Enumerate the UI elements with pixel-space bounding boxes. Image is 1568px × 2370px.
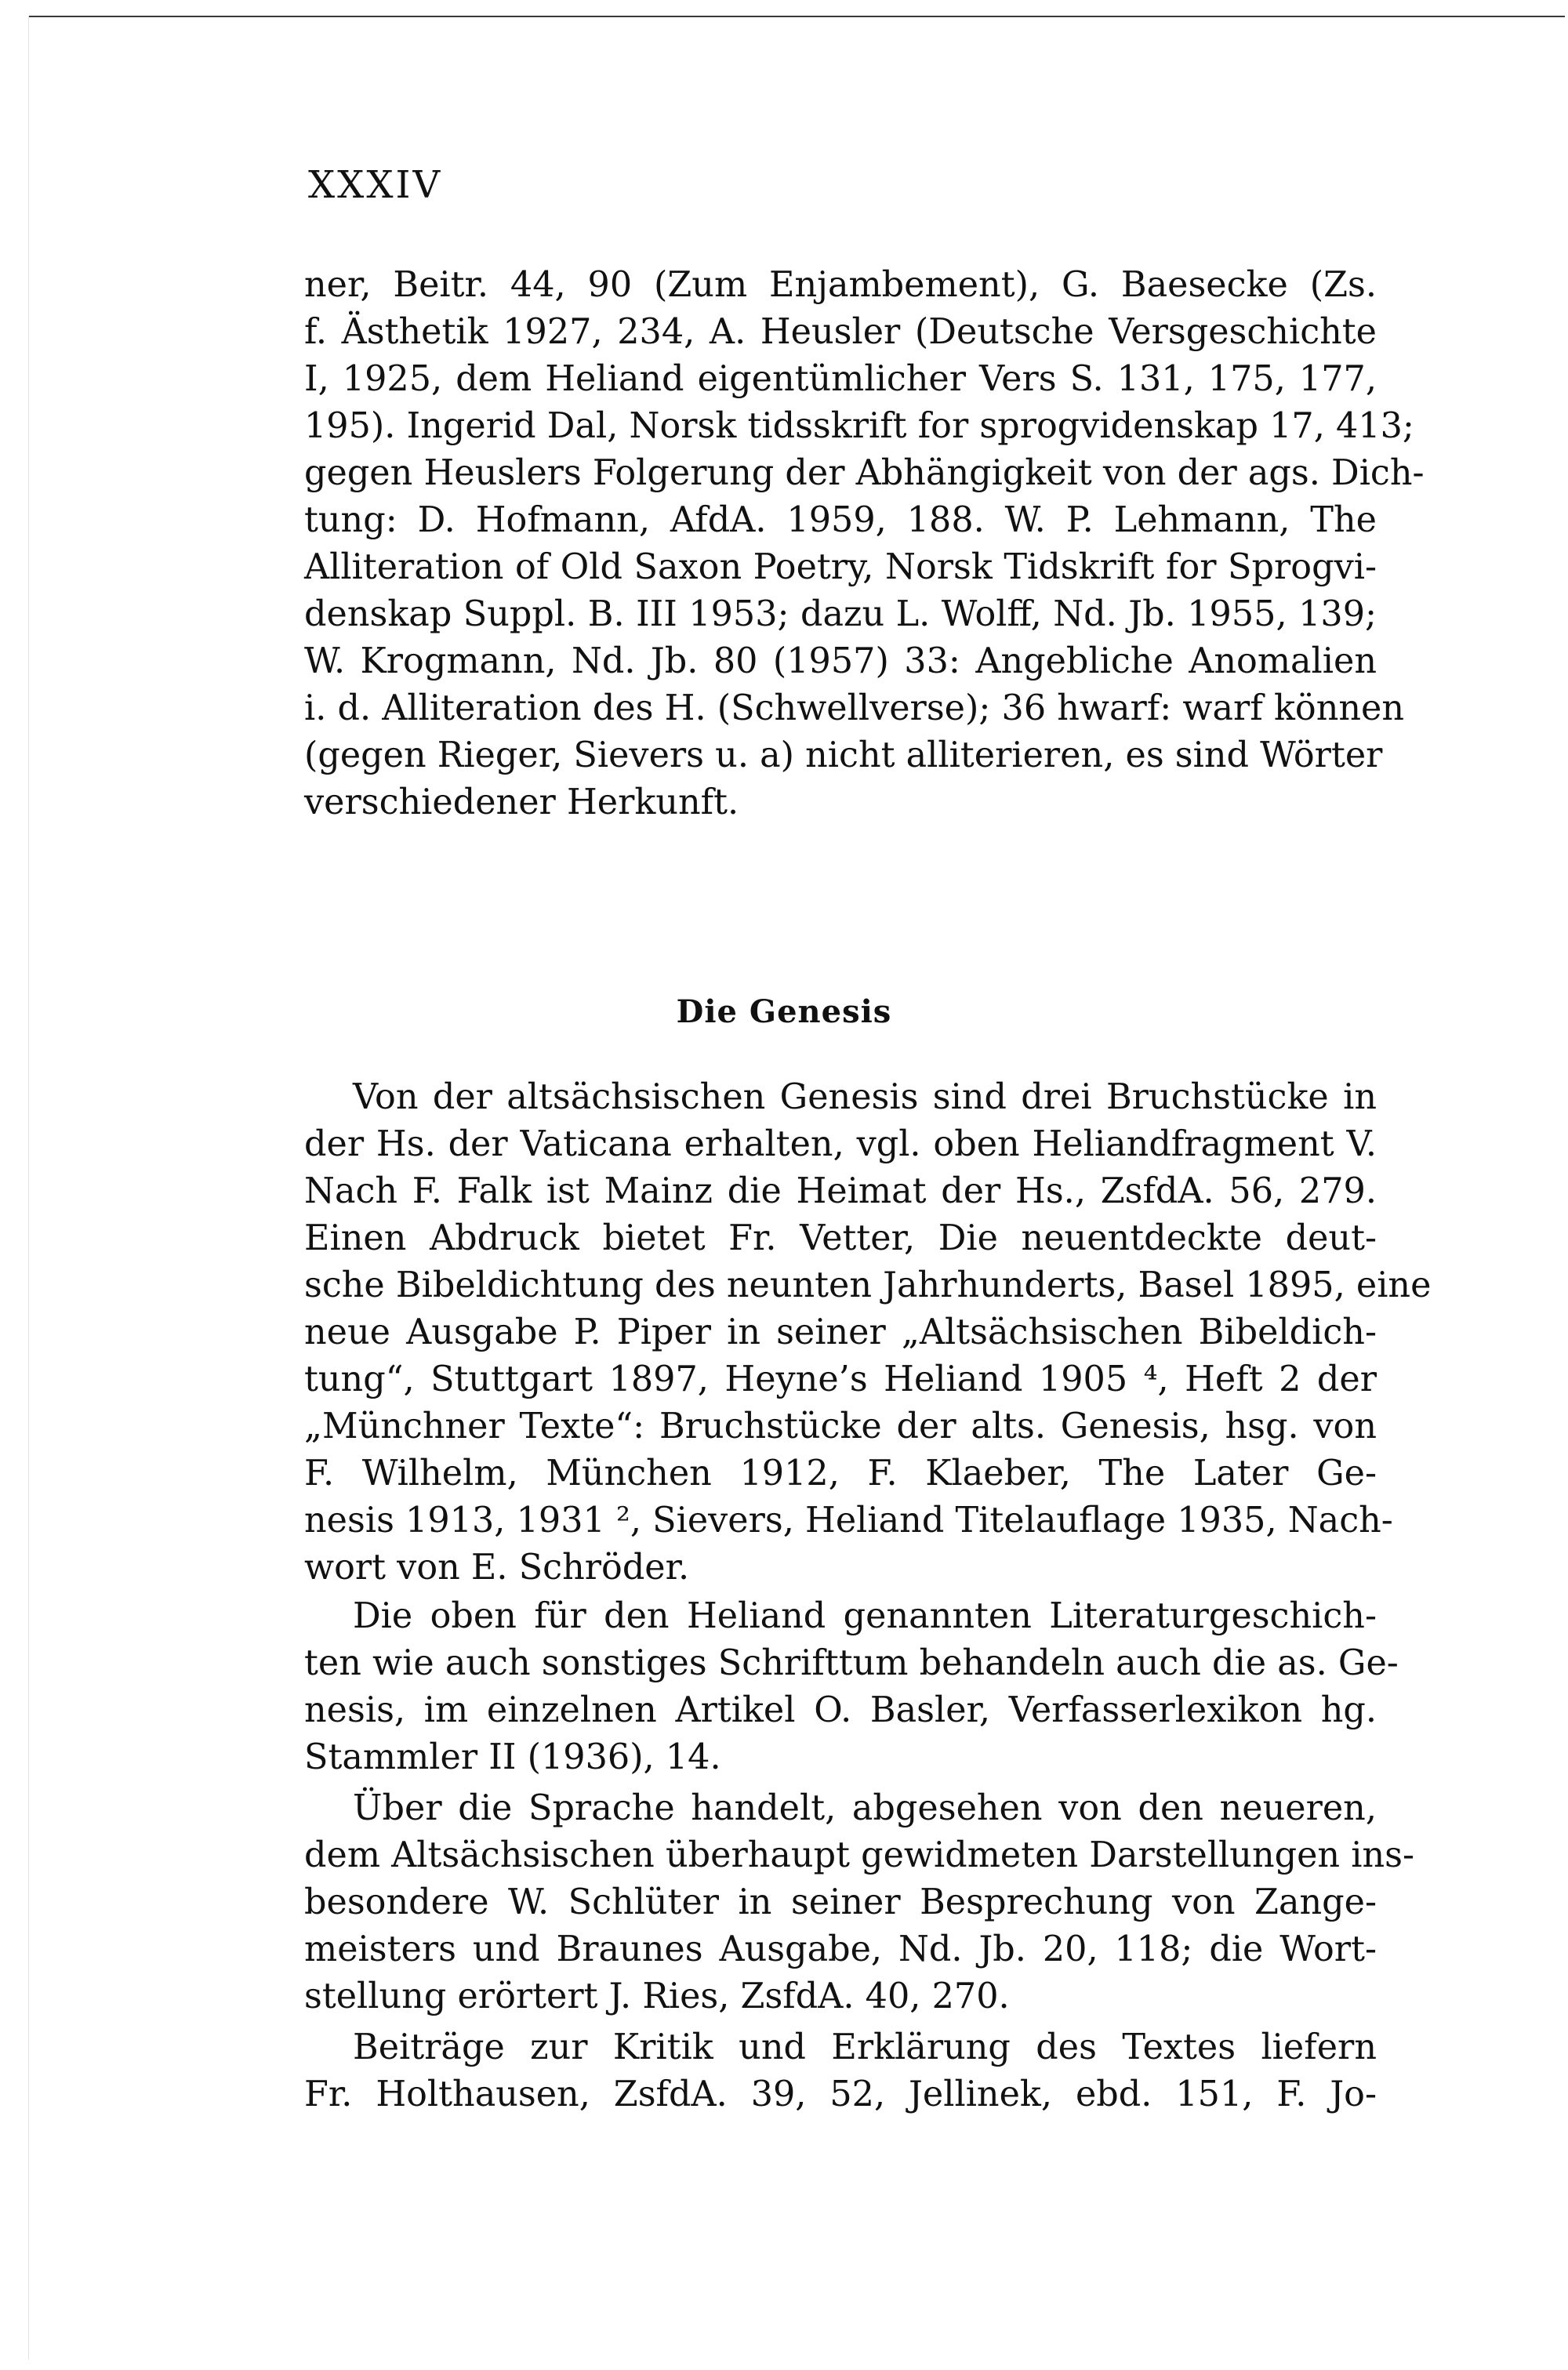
text-line: stellung erörtert J. Ries, ZsfdA. 40, 270. bbox=[304, 1976, 1010, 2016]
text-line: ner, Beitr. 44, 90 (Zum Enjambement), G. Baesecke (Zs. bbox=[304, 265, 1377, 305]
text-line: f. Ästhetik 1927, 234, A. Heusler (Deutsche Versgeschichte bbox=[304, 312, 1377, 352]
text-line: verschiedener Herkunft. bbox=[304, 782, 739, 822]
text-line: (gegen Rieger, Sievers u. a) nicht alliterieren, es sind Wörter bbox=[304, 735, 1383, 775]
text-line: besondere W. Schlüter in seiner Besprechung von Zange- bbox=[304, 1882, 1377, 1922]
text-line: der Hs. der Vaticana erhalten, vgl. oben Heliandfragment V. bbox=[304, 1124, 1377, 1164]
text-line: meisters und Braunes Ausgabe, Nd. Jb. 20, 118; die Wort- bbox=[304, 1929, 1377, 1969]
text-line: Einen Abdruck bietet Fr. Vetter, Die neuentdeckte deut- bbox=[304, 1218, 1377, 1258]
text-line: gegen Heuslers Folgerung der Abhängigkeit von der ags. Dich- bbox=[304, 453, 1425, 493]
text-line: Die oben für den Heliand genannten Literaturgeschich- bbox=[353, 1596, 1377, 1636]
text-line: Stammler II (1936), 14. bbox=[304, 1737, 721, 1777]
text-line: Nach F. Falk ist Mainz die Heimat der Hs., ZsfdA. 56, 279. bbox=[304, 1171, 1377, 1211]
section-heading: Die Genesis bbox=[676, 993, 892, 1030]
text-line: tung“, Stuttgart 1897, Heyne’s Heliand 1905 ⁴, Heft 2 der bbox=[304, 1359, 1377, 1399]
text-line: nesis, im einzelnen Artikel O. Basler, Verfasserlexikon hg. bbox=[304, 1690, 1377, 1730]
page-number: XXXIV bbox=[308, 163, 443, 207]
text-line: Fr. Holthausen, ZsfdA. 39, 52, Jellinek, ebd. 151, F. Jo- bbox=[304, 2074, 1377, 2114]
text-line: F. Wilhelm, München 1912, F. Klaeber, The Later Ge- bbox=[304, 1454, 1377, 1493]
text-line: nesis 1913, 1931 ², Sievers, Heliand Titelauflage 1935, Nach- bbox=[304, 1501, 1393, 1541]
text-line: i. d. Alliteration des H. (Schwellverse); 36 hwarf: warf können bbox=[304, 688, 1405, 728]
text-line: wort von E. Schröder. bbox=[304, 1548, 690, 1588]
text-line: dem Altsächsischen überhaupt gewidmeten Darstellungen ins- bbox=[304, 1835, 1415, 1875]
text-line: tung: D. Hofmann, AfdA. 1959, 188. W. P. Lehmann, The bbox=[304, 500, 1377, 540]
text-line: „Münchner Texte“: Bruchstücke der alts. Genesis, hsg. von bbox=[304, 1406, 1377, 1446]
text-line: Beiträge zur Kritik und Erklärung des Textes liefern bbox=[353, 2027, 1377, 2067]
text-line: I, 1925, dem Heliand eigentümlicher Vers S. 131, 175, 177, bbox=[304, 359, 1377, 399]
text-line: sche Bibeldichtung des neunten Jahrhunderts, Basel 1895, eine bbox=[304, 1265, 1432, 1305]
text-line: Von der altsächsischen Genesis sind drei Bruchstücke in bbox=[353, 1077, 1377, 1117]
text-line: ten wie auch sonstiges Schrifttum behandeln auch die as. Ge- bbox=[304, 1643, 1399, 1683]
text-line: denskap Suppl. B. III 1953; dazu L. Wolff, Nd. Jb. 1955, 139; bbox=[304, 594, 1377, 634]
text-line: 195). Ingerid Dal, Norsk tidsskrift for sprogvidenskap 17, 413; bbox=[304, 406, 1414, 446]
text-line: Alliteration of Old Saxon Poetry, Norsk Tidskrift for Sprogvi- bbox=[304, 547, 1377, 587]
text-line: neue Ausgabe P. Piper in seiner „Altsächsischen Bibeldich- bbox=[304, 1312, 1377, 1352]
text-line: W. Krogmann, Nd. Jb. 80 (1957) 33: Angebliche Anomalien bbox=[304, 641, 1377, 681]
text-line: Über die Sprache handelt, abgesehen von den neueren, bbox=[353, 1788, 1377, 1828]
